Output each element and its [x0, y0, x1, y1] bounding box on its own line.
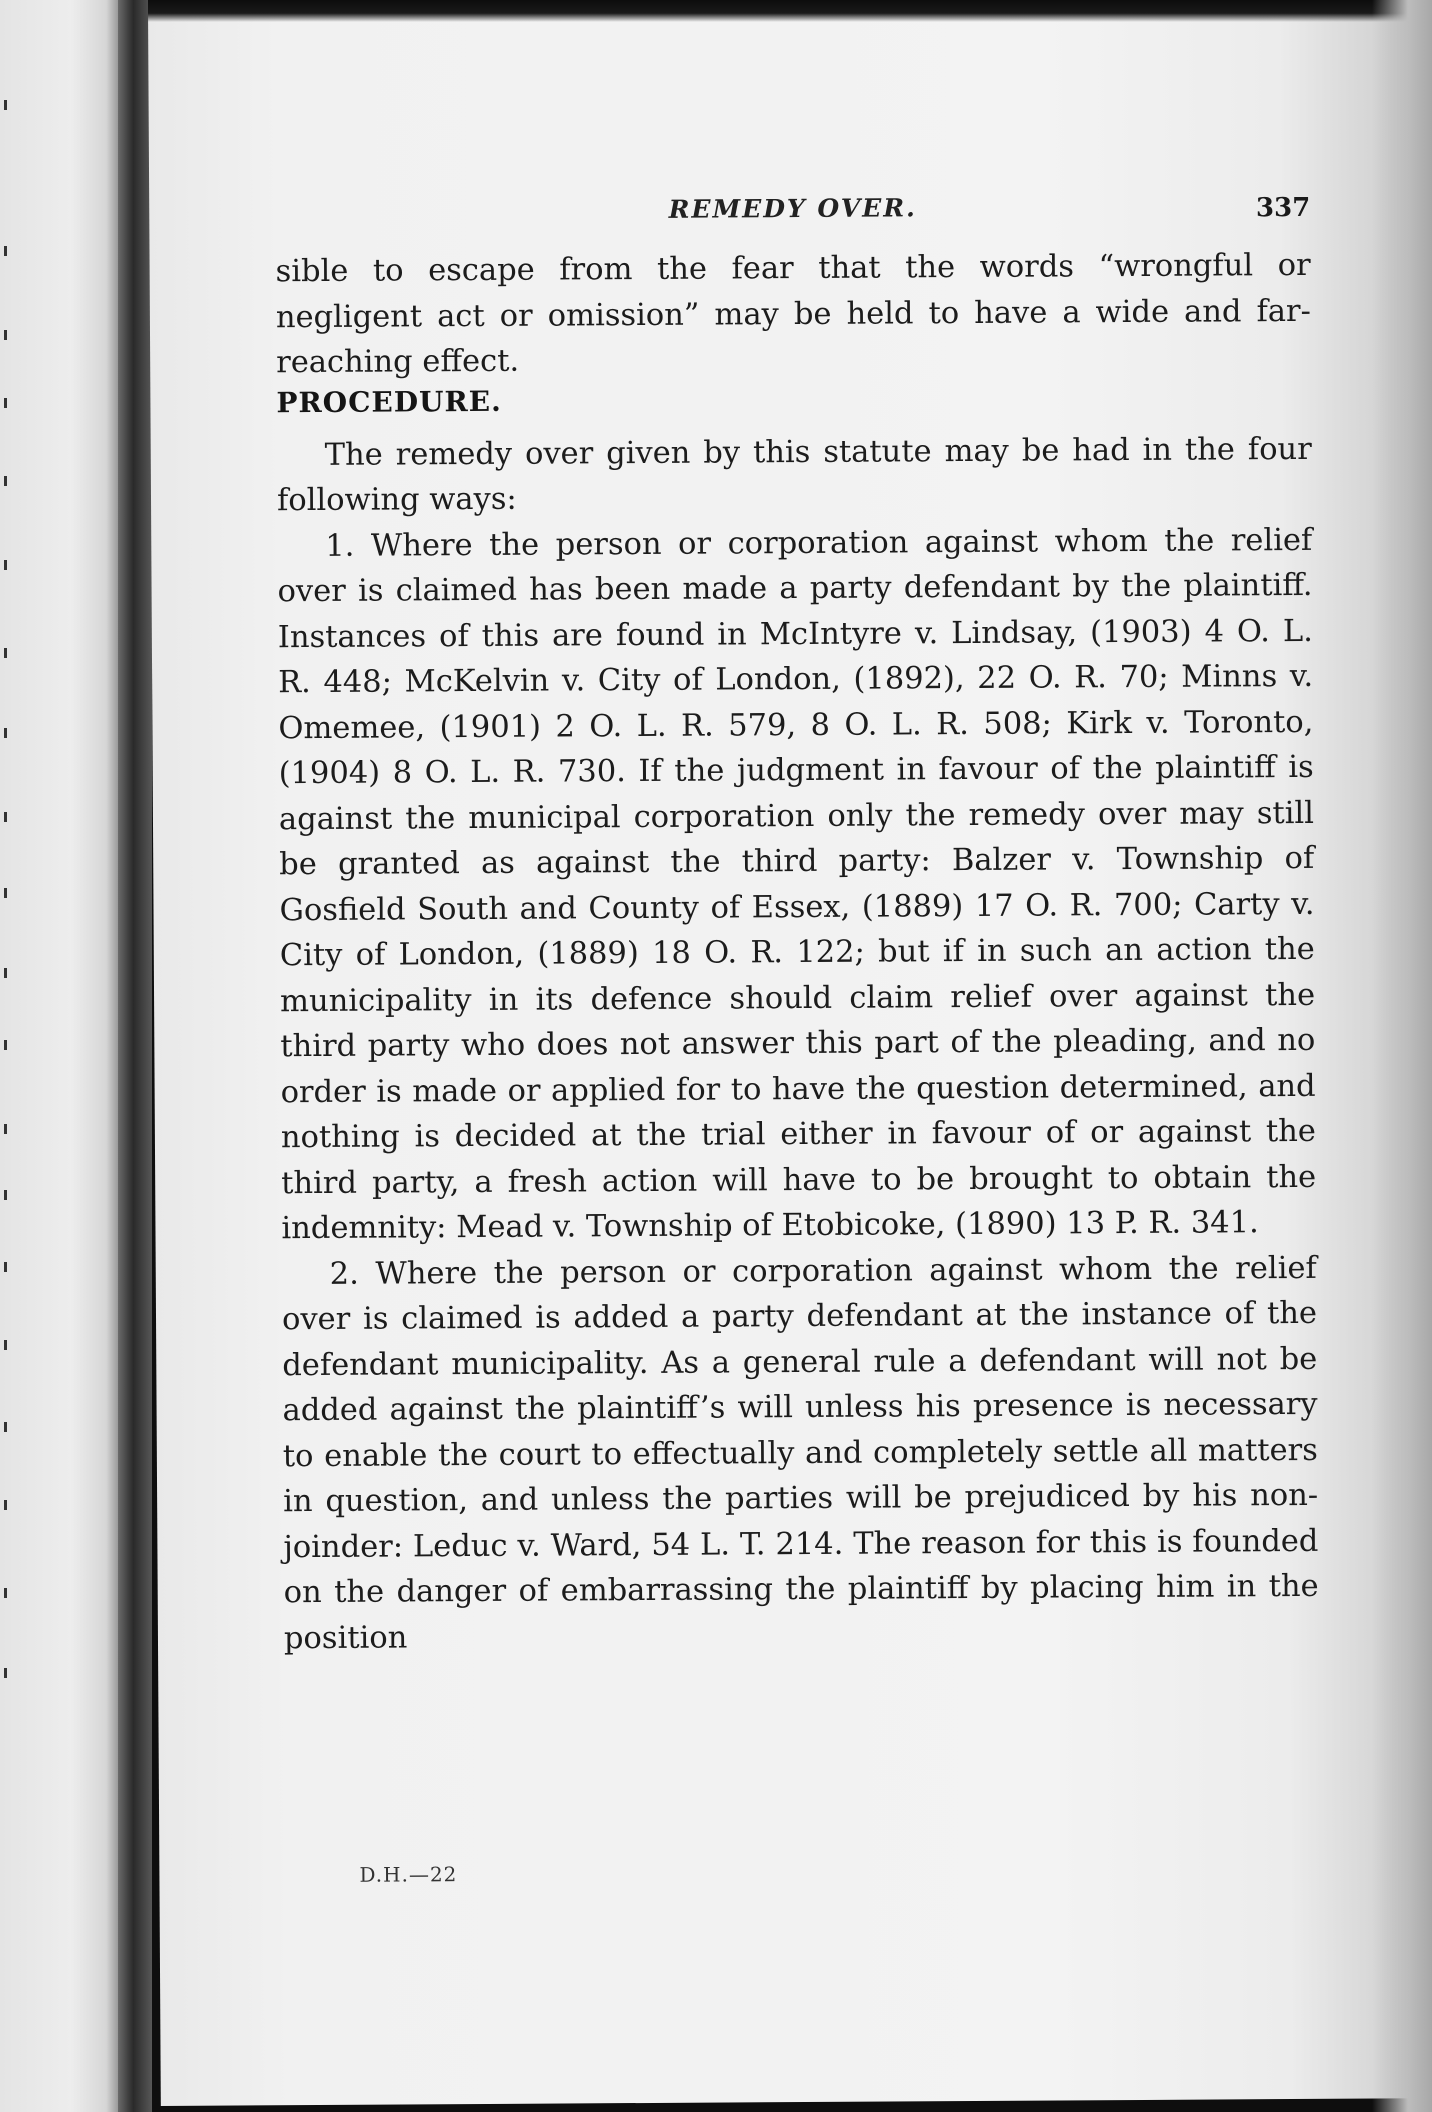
continuation-paragraph: sible to escape from the fear that the words “wrongful or negligent act or omission” may be held to have a wide and far-reaching effect. [275, 247, 1311, 381]
section-heading: PROCEDURE. [276, 384, 502, 419]
book-gutter [118, 0, 152, 2112]
numbered-paragraph-1: 1. Where the person or corporation against whom the relief over is claimed has been made a party defendant by the plaintiff. Instances of this are found in McIntyre v. Lindsay, (1903) 4 O. L. R. 448; McKelvin v. City of London, (1892), 22 O. R. 70; Minns v. Omemee, (1901) 2 O. L. R. 579, 8 O. L. R. 508; Kirk v. Toronto, (1904) 8 O. L. R. 730. If the judgment in favour of the plaintiff is against the municipal corporation only the remedy over may still be granted as against the third party: Balzer v. Township of Gosfield South and County of Essex, (1889) 17 O. R. 700; Carty v. City of London, (1889) 18 O. R. 122; but if in such an action the municipality in its defence should claim relief over against the third party who does not answer this part of the pleading, and no order is made or applied for to have the question determined, and nothing is decided at the trial either in favour of or against the third party, a fresh action will have to be brought to obtain the indemnity: Mead v. Township of Etobicoke, (1890) 13 P. R. 341. [277, 522, 1317, 1247]
page-text-block [275, 189, 1319, 1661]
running-head [275, 189, 1310, 239]
intro-paragraph: The remedy over given by this statute may be had in the four following ways: [276, 431, 1312, 519]
running-head-title: REMEDY OVER. [668, 193, 917, 224]
book-page [148, 0, 1432, 2106]
signature-mark: D.H.—22 [359, 1862, 458, 1887]
right-edge-shadow [1372, 0, 1432, 2112]
page-number: 337 [1255, 192, 1311, 224]
page-top-shadow [148, 0, 1432, 22]
numbered-paragraph-2: 2. Where the person or corporation against whom the relief over is claimed is added a party defendant at the instance of the defendant municipality. As a general rule a defendant will not be added against the plaintiff’s will unless his presence is necessary to enable the court to effectually and completely settle all matters in question, and unless the parties will be prejudiced by his non-joinder: Leduc v. Ward, 54 L. T. 214. The reason for this is founded on the danger of embarrassing the plaintiff by placing him in the position [281, 1250, 1319, 1656]
facing-page-edge [0, 0, 118, 2112]
